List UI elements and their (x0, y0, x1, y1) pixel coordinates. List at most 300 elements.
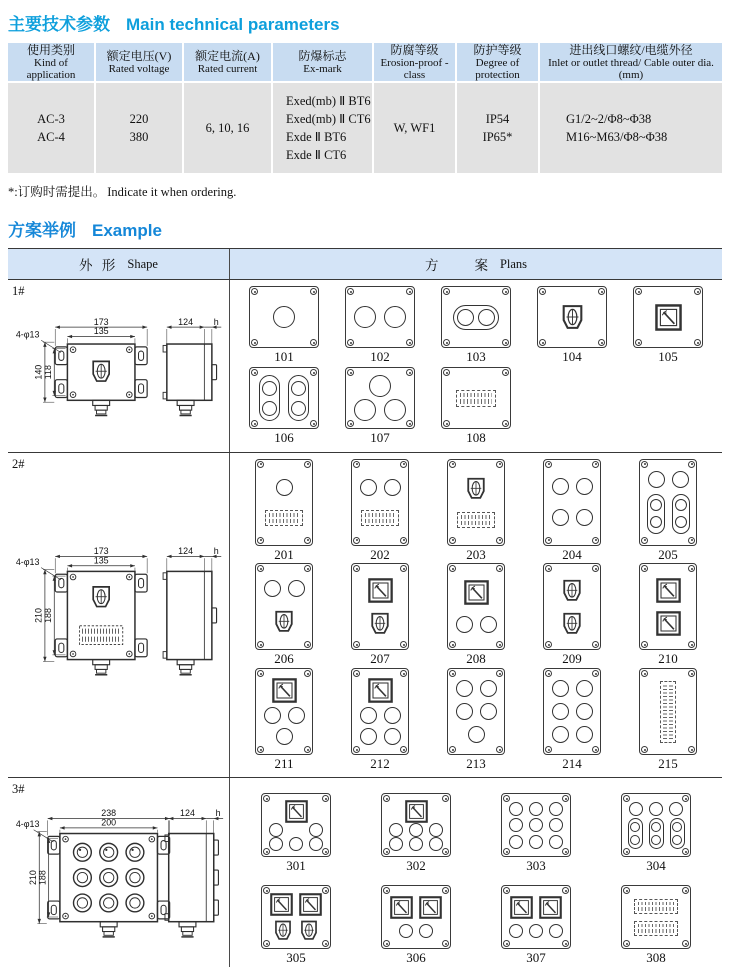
example-title-cn: 方案举例 (8, 221, 76, 240)
screw-icon (383, 940, 390, 947)
plan-cell (639, 459, 697, 562)
example-title-en: Example (92, 221, 162, 240)
screw-icon (562, 940, 569, 947)
plan-box (639, 459, 697, 546)
plan-cell (639, 563, 697, 666)
plan-cell (255, 459, 313, 562)
pushbutton-icon (384, 399, 406, 421)
screw-icon (694, 339, 701, 346)
example-table-body (8, 279, 722, 967)
screw-icon (545, 537, 552, 544)
screw-icon (694, 288, 701, 295)
screw-icon (400, 670, 407, 677)
screw-icon (635, 339, 642, 346)
screw-icon (539, 288, 546, 295)
screw-icon (442, 795, 449, 802)
plan-cell (441, 286, 511, 364)
screw-icon (502, 420, 509, 427)
selector-switch-icon (369, 611, 391, 636)
meter-icon (655, 304, 682, 331)
shape-drawing (13, 532, 225, 699)
plan-box (447, 668, 505, 755)
double-pushbutton-icon (259, 375, 280, 421)
ordering-note (8, 182, 722, 200)
plan-cell (543, 668, 601, 771)
shape-size-label: 2# (12, 457, 25, 471)
pushbutton-icon (309, 837, 323, 851)
screw-icon (406, 339, 413, 346)
screw-icon (322, 887, 329, 894)
screw-icon (623, 940, 630, 947)
pushbutton-icon (480, 703, 497, 720)
screw-icon (496, 746, 503, 753)
screw-icon (347, 288, 354, 295)
screw-icon (641, 641, 648, 648)
screw-icon (688, 537, 695, 544)
pushbutton-icon (360, 479, 377, 496)
screw-icon (383, 887, 390, 894)
screw-icon (449, 565, 456, 572)
screw-icon (562, 848, 569, 855)
screw-icon (502, 339, 509, 346)
plan-box (621, 885, 691, 949)
screw-icon (545, 641, 552, 648)
screw-icon (449, 461, 456, 468)
screw-icon (406, 420, 413, 427)
plan-box (639, 563, 697, 650)
screw-icon (688, 565, 695, 572)
screw-icon (304, 670, 311, 677)
shape-cell (8, 778, 230, 967)
plan-number: 107 (370, 430, 390, 446)
screw-icon (449, 746, 456, 753)
pushbutton-icon (384, 479, 401, 496)
plan-box (345, 367, 415, 429)
pushbutton-icon (456, 616, 473, 633)
meter-icon (368, 678, 393, 703)
screw-icon (263, 887, 270, 894)
plan-number: 214 (562, 756, 582, 772)
pushbutton-icon (309, 823, 323, 837)
ordering-note-en: Indicate it when ordering. (107, 185, 237, 199)
params-header-cell: 防护等级 Degree of protection (457, 43, 538, 81)
screw-icon (623, 887, 630, 894)
screw-icon (251, 420, 258, 427)
pushbutton-icon (456, 703, 473, 720)
plan-cell (345, 286, 415, 364)
screw-icon (257, 537, 264, 544)
selector-switch-icon (273, 609, 295, 634)
params-table (8, 43, 722, 173)
pushbutton-icon (429, 837, 443, 851)
screw-icon (304, 641, 311, 648)
plan-box (441, 367, 511, 429)
plan-cell (381, 793, 451, 873)
plan-cell (621, 885, 691, 965)
pushbutton-icon (399, 924, 413, 938)
pushbutton-icon (529, 924, 543, 938)
params-header-cell: 使用类别 Kind of application (8, 43, 94, 81)
plan-number: 209 (562, 651, 582, 667)
plan-cell (261, 793, 331, 873)
shape-drawing (13, 796, 225, 963)
plan-box (621, 793, 691, 857)
example-row-1 (8, 279, 722, 452)
pushbutton-icon (269, 823, 283, 837)
pushbutton-icon (288, 707, 305, 724)
pushbutton-icon (672, 471, 689, 488)
screw-icon (688, 670, 695, 677)
screw-icon (400, 461, 407, 468)
example-row-3 (8, 777, 722, 967)
screw-icon (539, 339, 546, 346)
main-params-title (8, 10, 722, 35)
svg-text:173: 173 (93, 545, 109, 556)
plan-box (255, 668, 313, 755)
pushbutton-icon (549, 818, 563, 832)
screw-icon (322, 795, 329, 802)
plan-box (351, 668, 409, 755)
pushbutton-icon (289, 837, 303, 851)
params-value-cell: IP54 IP65* (457, 83, 538, 173)
plan-number: 215 (658, 756, 678, 772)
plan-number: 205 (658, 546, 678, 562)
pushbutton-icon (354, 306, 376, 328)
screw-icon (310, 339, 317, 346)
screw-icon (406, 288, 413, 295)
screw-icon (641, 537, 648, 544)
screw-icon (562, 795, 569, 802)
svg-text:4-φ13: 4-φ13 (15, 556, 39, 567)
screw-icon (598, 339, 605, 346)
screw-icon (442, 940, 449, 947)
terminal-strip-icon (456, 390, 496, 407)
plan-cell (249, 286, 319, 364)
screw-icon (449, 537, 456, 544)
screw-icon (347, 369, 354, 376)
screw-icon (502, 369, 509, 376)
example-title (8, 216, 722, 241)
terminal-strip-icon (660, 681, 676, 743)
screw-icon (641, 461, 648, 468)
plan-box (351, 459, 409, 546)
plan-number: 207 (370, 651, 390, 667)
plan-number: 210 (658, 651, 678, 667)
pushbutton-icon (389, 823, 403, 837)
pushbutton-icon (409, 823, 423, 837)
screw-icon (688, 746, 695, 753)
plan-number: 213 (466, 756, 486, 772)
svg-text:4-φ13: 4-φ13 (15, 818, 39, 829)
plan-cell (447, 459, 505, 562)
plan-box (441, 286, 511, 348)
main-params-title-cn: 主要技术参数 (8, 15, 110, 34)
pushbutton-icon (576, 726, 593, 743)
svg-text:135: 135 (93, 554, 109, 565)
pushbutton-icon (273, 306, 295, 328)
pushbutton-icon (549, 835, 563, 849)
plan-number: 204 (562, 546, 582, 562)
plan-number: 305 (286, 950, 306, 966)
double-pushbutton-icon (453, 305, 499, 330)
plan-cell (261, 885, 331, 965)
svg-text:210: 210 (27, 870, 38, 886)
plan-cell (639, 668, 697, 771)
pushbutton-icon (509, 924, 523, 938)
screw-icon (449, 641, 456, 648)
pushbutton-icon (552, 726, 569, 743)
example-row-2 (8, 452, 722, 777)
screw-icon (496, 641, 503, 648)
plan-cell (633, 286, 703, 364)
pushbutton-icon (648, 471, 665, 488)
pushbutton-icon (669, 802, 683, 816)
plan-box (633, 286, 703, 348)
meter-icon (539, 896, 562, 919)
screw-icon (383, 848, 390, 855)
svg-text:124: 124 (177, 317, 193, 328)
meter-icon (270, 893, 293, 916)
pushbutton-icon (389, 837, 403, 851)
screw-icon (353, 641, 360, 648)
double-pushbutton-icon (649, 818, 664, 849)
screw-icon (635, 288, 642, 295)
screw-icon (353, 537, 360, 544)
screw-icon (257, 670, 264, 677)
pushbutton-icon (509, 802, 523, 816)
screw-icon (304, 537, 311, 544)
params-value-cell: 220 380 (96, 83, 182, 173)
screw-icon (310, 420, 317, 427)
screw-icon (400, 641, 407, 648)
screw-icon (406, 369, 413, 376)
pushbutton-icon (576, 509, 593, 526)
plan-box (261, 793, 331, 857)
pushbutton-icon (549, 802, 563, 816)
plan-box (255, 459, 313, 546)
plan-number: 106 (274, 430, 294, 446)
screw-icon (322, 940, 329, 947)
svg-text:210: 210 (33, 607, 44, 623)
selector-switch-icon (465, 476, 487, 501)
plans-grid (230, 453, 722, 777)
plan-number: 104 (562, 349, 582, 365)
screw-icon (545, 565, 552, 572)
double-pushbutton-icon (672, 494, 690, 534)
pushbutton-icon (384, 306, 406, 328)
plan-cell (501, 885, 571, 965)
pushbutton-icon (276, 479, 293, 496)
plans-column-header (230, 249, 722, 279)
screw-icon (545, 670, 552, 677)
terminal-strip-icon (361, 510, 399, 526)
screw-icon (496, 565, 503, 572)
plan-cell (543, 563, 601, 666)
shape-header-cn: 外 形 (79, 258, 119, 273)
plan-number: 211 (274, 756, 294, 772)
pushbutton-icon (529, 802, 543, 816)
plan-number: 206 (274, 651, 294, 667)
screw-icon (592, 641, 599, 648)
screw-icon (400, 537, 407, 544)
plan-cell (255, 668, 313, 771)
pushbutton-icon (456, 680, 473, 697)
selector-switch-icon (560, 303, 585, 331)
double-pushbutton-icon (288, 375, 309, 421)
screw-icon (682, 940, 689, 947)
meter-icon (272, 678, 297, 703)
screw-icon (443, 288, 450, 295)
plan-box (447, 563, 505, 650)
svg-text:140: 140 (33, 365, 44, 380)
pushbutton-icon (509, 818, 523, 832)
screw-icon (257, 461, 264, 468)
plan-cell (249, 367, 319, 445)
example-table-header (8, 248, 722, 279)
screw-icon (251, 339, 258, 346)
terminal-strip-icon (634, 921, 678, 936)
svg-text:h: h (213, 545, 219, 556)
plan-box (381, 793, 451, 857)
pushbutton-icon (529, 835, 543, 849)
meter-icon (285, 800, 308, 823)
pushbutton-icon (649, 802, 663, 816)
screw-icon (562, 887, 569, 894)
ordering-note-cn: *:订购时需提出。 (8, 185, 106, 199)
plan-cell (441, 367, 511, 445)
screw-icon (443, 339, 450, 346)
double-pushbutton-icon (628, 818, 643, 849)
svg-text:h: h (213, 317, 219, 328)
params-value-cell: 6, 10, 16 (184, 83, 271, 173)
params-value-cell: AC-3 AC-4 (8, 83, 94, 173)
screw-icon (442, 848, 449, 855)
plan-number: 301 (286, 858, 306, 874)
screw-icon (592, 461, 599, 468)
plan-number: 304 (646, 858, 666, 874)
selector-switch-icon (299, 919, 319, 941)
plan-number: 203 (466, 546, 486, 562)
screw-icon (503, 940, 510, 947)
plan-number: 108 (466, 430, 486, 446)
plan-box (501, 793, 571, 857)
screw-icon (598, 288, 605, 295)
plan-box (501, 885, 571, 949)
plan-box (447, 459, 505, 546)
svg-text:188: 188 (42, 607, 53, 623)
plan-box (543, 459, 601, 546)
screw-icon (682, 795, 689, 802)
plan-number: 307 (526, 950, 546, 966)
screw-icon (400, 746, 407, 753)
screw-icon (353, 670, 360, 677)
terminal-strip-icon (457, 512, 495, 528)
screw-icon (251, 288, 258, 295)
plan-box (351, 563, 409, 650)
plan-box (537, 286, 607, 348)
plan-number: 201 (274, 546, 294, 562)
plans-header-en: Plans (499, 256, 528, 271)
plan-number: 308 (646, 950, 666, 966)
svg-text:200: 200 (100, 817, 116, 828)
pushbutton-icon (552, 509, 569, 526)
plan-number: 102 (370, 349, 390, 365)
plan-box (345, 286, 415, 348)
plan-box (381, 885, 451, 949)
screw-icon (545, 461, 552, 468)
params-value-cell: G1/2~2/Φ8~Φ38 M16~M63/Φ8~Φ38 (540, 83, 722, 173)
screw-icon (688, 641, 695, 648)
meter-icon (656, 611, 681, 636)
screw-icon (263, 795, 270, 802)
screw-icon (503, 887, 510, 894)
svg-text:4-φ13: 4-φ13 (15, 329, 39, 340)
params-value-cell: Exed(mb) Ⅱ BT6 Exed(mb) Ⅱ CT6 Exde Ⅱ BT6 Exde Ⅱ CT6 (273, 83, 372, 173)
screw-icon (682, 887, 689, 894)
pushbutton-icon (552, 680, 569, 697)
screw-icon (322, 848, 329, 855)
screw-icon (688, 461, 695, 468)
shape-size-label: 1# (12, 284, 25, 298)
plan-box (255, 563, 313, 650)
screw-icon (257, 565, 264, 572)
screw-icon (503, 848, 510, 855)
screw-icon (502, 288, 509, 295)
screw-icon (353, 746, 360, 753)
plan-number: 202 (370, 546, 390, 562)
screw-icon (257, 641, 264, 648)
shape-drawing-wrap (13, 796, 225, 963)
plans-grid (230, 280, 722, 452)
example-table (8, 248, 722, 967)
plan-number: 208 (466, 651, 486, 667)
screw-icon (545, 746, 552, 753)
pushbutton-icon (552, 703, 569, 720)
plan-cell (447, 563, 505, 666)
params-header-cell: 防腐等级 Erosion-proof -class (374, 43, 455, 81)
screw-icon (304, 565, 311, 572)
plan-number: 303 (526, 858, 546, 874)
pushbutton-icon (264, 580, 281, 597)
screw-icon (449, 670, 456, 677)
shape-drawing-wrap (13, 299, 225, 432)
shape-cell (8, 280, 230, 452)
selector-switch-icon (561, 578, 583, 603)
plan-number: 302 (406, 858, 426, 874)
plan-cell (501, 793, 571, 873)
screw-icon (592, 565, 599, 572)
plan-number: 212 (370, 756, 390, 772)
screw-icon (257, 746, 264, 753)
plan-cell (255, 563, 313, 666)
params-header-cell: 进出线口螺纹/电缆外径 Inlet or outlet thread/ Cable outer dia.(mm) (540, 43, 722, 81)
screw-icon (641, 746, 648, 753)
terminal-strip-icon (634, 899, 678, 914)
screw-icon (592, 537, 599, 544)
plan-cell (543, 459, 601, 562)
shape-size-label: 3# (12, 782, 25, 796)
pushbutton-icon (354, 399, 376, 421)
screw-icon (304, 461, 311, 468)
plan-cell (537, 286, 607, 364)
screw-icon (496, 461, 503, 468)
meter-icon (405, 800, 428, 823)
pushbutton-icon (429, 823, 443, 837)
meter-icon (510, 896, 533, 919)
screw-icon (641, 565, 648, 572)
screw-icon (263, 848, 270, 855)
plan-box (543, 668, 601, 755)
